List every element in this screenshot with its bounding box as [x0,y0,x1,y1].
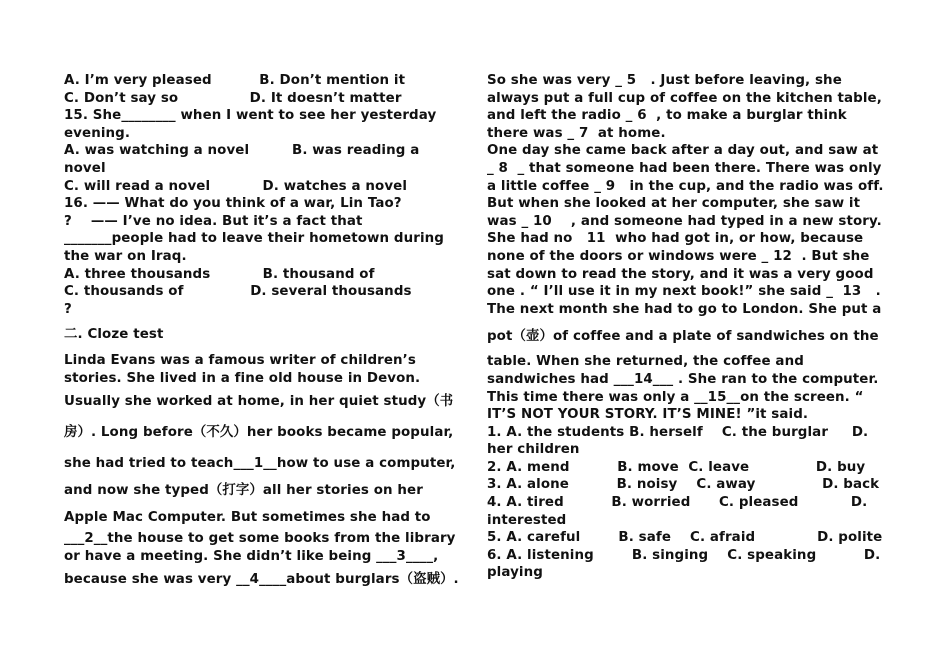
choice-line: 2. A. mend B. move C. leave D. buy [487,459,866,475]
option-line: C. Don’t say so D. It doesn’t matter [64,90,402,106]
passage-line: sandwiches had ___14___ . She ran to the computer. [487,371,879,387]
passage-line: So she was very _ 5 . Just before leaving, she [487,73,842,88]
choice-line: 1. A. the students B. herself C. the burglar D. [487,424,869,440]
option-line: novel [64,160,106,176]
passage-line: 房）. Long before（不久）her books became popular, [64,425,454,441]
passage-line: IT’S NOT YOUR STORY. IT’S MINE! ”it said. [487,407,809,423]
question-16: 16. —— What do you think of a war, Lin Tao? [64,196,402,212]
option-line: C. thousands of D. several thousands [64,284,412,300]
option-line: A. I’m very pleased B. Don’t mention it [64,73,406,88]
passage-line: sat down to read the story, and it was a very good [487,266,874,282]
passage-line: none of the doors or windows were _ 12 . But she [487,248,870,264]
passage-line: table. When she returned, the coffee and [487,354,804,370]
question-line: the war on Iraq. [64,248,187,264]
option-line: A. three thousands B. thousand of [64,266,375,282]
passage-line: and left the radio _ 6 , to make a burglar think [487,108,847,124]
passage-line: The next month she had to go to London. She put a [487,301,882,317]
choice-line: 3. A. alone B. noisy C. away D. back [487,477,880,493]
passage-line: one . “ I’ll use it in my next book!” she said _ 13 . [487,284,881,300]
passage-line: Usually she worked at home, in her quiet study（书 [64,394,454,410]
choice-line: interested [487,512,567,528]
option-line: C. will read a novel D. watches a novel [64,178,408,194]
left-column [64,72,464,592]
question-line: ? —— I’ve no idea. But it’s a fact that [64,213,363,229]
choice-line: her children [487,442,580,458]
passage-line: She had no 11 who had got in, or how, because [487,231,864,247]
question-15: 15. She________ when I went to see her yesterday [64,108,437,124]
passage-line: Apple Mac Computer. But sometimes she had to [64,510,431,526]
passage-line: always put a full cup of coffee on the kitchen table, [487,90,882,106]
passage-line: pot（壶）of coffee and a plate of sandwiches on the [487,329,879,345]
option-line: A. was watching a novel B. was reading a [64,143,420,159]
passage-line: a little coffee _ 9 in the cup, and the radio was off. [487,178,884,194]
passage-line: and now she typed（打字）all her stories on her [64,483,423,499]
section-heading: 二. Cloze test [64,327,164,343]
choice-line: 5. A. careful B. safe C. afraid D. polite [487,530,883,546]
passage-line: One day she came back after a day out, and saw at [487,143,879,159]
question-line: _______people had to leave their hometown during [64,231,444,247]
right-column [487,72,887,582]
passage-line: because she was very __4____about burglars（盗贼）. [64,572,459,588]
passage-line: This time there was only a __15__on the screen. “ [487,389,864,405]
choice-line: 4. A. tired B. worried C. pleased D. [487,495,868,511]
passage-line: there was _ 7 at home. [487,125,666,141]
passage-line: But when she looked at her computer, she saw it [487,196,861,212]
stray-mark: ? [64,301,72,317]
passage-line: she had tried to teach___1__how to use a computer, [64,456,456,472]
passage-line: stories. She lived in a fine old house in Devon. [64,370,421,386]
choice-line: playing [487,565,543,581]
choice-line: 6. A. listening B. singing C. speaking D. [487,547,881,563]
passage-line: ___2__the house to get some books from the library [64,531,456,547]
passage-line: was _ 10 , and someone had typed in a new story. [487,213,882,229]
passage-line: _ 8 _ that someone had been there. There was only [487,160,882,176]
passage-line: or have a meeting. She didn’t like being ___3____, [64,548,439,564]
question-line: evening. [64,125,131,141]
passage-line: Linda Evans was a famous writer of children’s [64,352,416,368]
